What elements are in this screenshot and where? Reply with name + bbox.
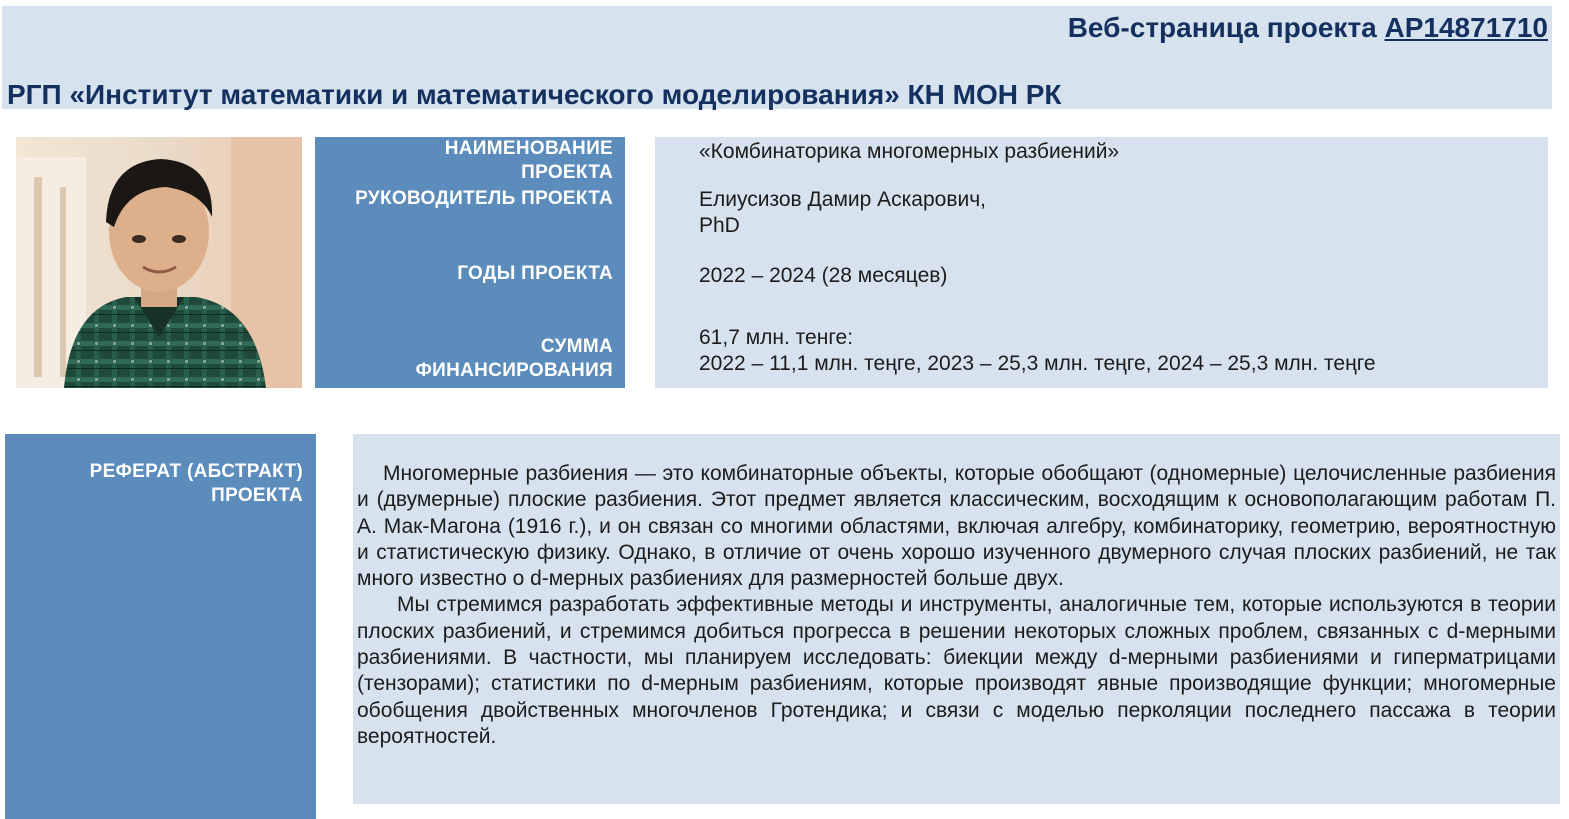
project-code-link[interactable]: AP14871710 — [1384, 12, 1548, 43]
project-name-label: НАИМЕНОВАНИЕ ПРОЕКТА — [444, 138, 613, 183]
project-name-value: «Комбинаторика многомерных разбиений» — [699, 140, 1120, 163]
abstract-paragraph-2: Мы стремимся разработать эффективные методы и инструменты, аналогичные тем, которые используются в теории плоских разбиений, и стремимся добиться прогресса в решении некоторых сложных проблем, связанных с d-мерными разбиениями. В частности, мы планируем исследовать: биекции между d-мерными разбиениями и гиперматрицами (тензорами); статистики по d-мерным разбиениям, которые производят явные производящие функции; многомерные обобщения двойственных многочленов Гротендика; и связи с моделью перколяции последнего пассажа в теории вероятностей. — [357, 593, 1556, 748]
web-page-title — [1068, 12, 1548, 44]
abstract-paragraph-1: Многомерные разбиения — это комбинаторные объекты, которые обобщают (одномерные) целочисленные разбиения и (двумерные) плоские разбиения. Этот предмет является классическим, восходящим к основополагающим работам П. А. Мак-Магона (1916 г.), и он связан со многими областями, включая алгебру, комбинаторику, геометрию, вероятностную и статистическую физику. Однако, в отличие от очень хорошо изученного двумерного случая плоских разбиений, не так много известно о d-мерных разбиениях для размерностей больше двух. — [357, 462, 1556, 591]
project-leader-degree: PhD — [699, 214, 740, 237]
funding-total-value: 61,7 млн. тенге: — [699, 326, 854, 349]
leader-photo — [16, 137, 302, 388]
organization-title: РГП «Институт математики и математического моделирования» КН МОН РК — [7, 79, 1062, 110]
page-header — [2, 6, 1552, 109]
project-years-label: ГОДЫ ПРОЕКТА — [457, 263, 613, 284]
abstract-text — [357, 461, 1556, 750]
project-leader-label: РУКОВОДИТЕЛЬ ПРОЕКТА — [355, 188, 613, 209]
leader-portrait-image — [16, 137, 302, 388]
abstract-label: РЕФЕРАТ (АБСТРАКТ) ПРОЕКТА — [89, 461, 303, 506]
project-info-values — [655, 137, 1548, 388]
abstract-label-panel — [5, 434, 316, 819]
project-info-labels — [315, 137, 625, 388]
project-leader-name: Елиусизов Дамир Аскарович, — [699, 188, 986, 211]
funding-breakdown-value: 2022 – 11,1 млн. теңге, 2023 – 25,3 млн. теңге, 2024 – 25,3 млн. теңге — [699, 352, 1376, 375]
funding-amount-label: СУММА ФИНАНСИРОВАНИЯ — [415, 336, 613, 381]
web-page-prefix: Веб-страница проекта — [1067, 12, 1385, 43]
project-years-value: 2022 – 2024 (28 месяцев) — [699, 264, 948, 287]
abstract-panel — [353, 434, 1560, 804]
